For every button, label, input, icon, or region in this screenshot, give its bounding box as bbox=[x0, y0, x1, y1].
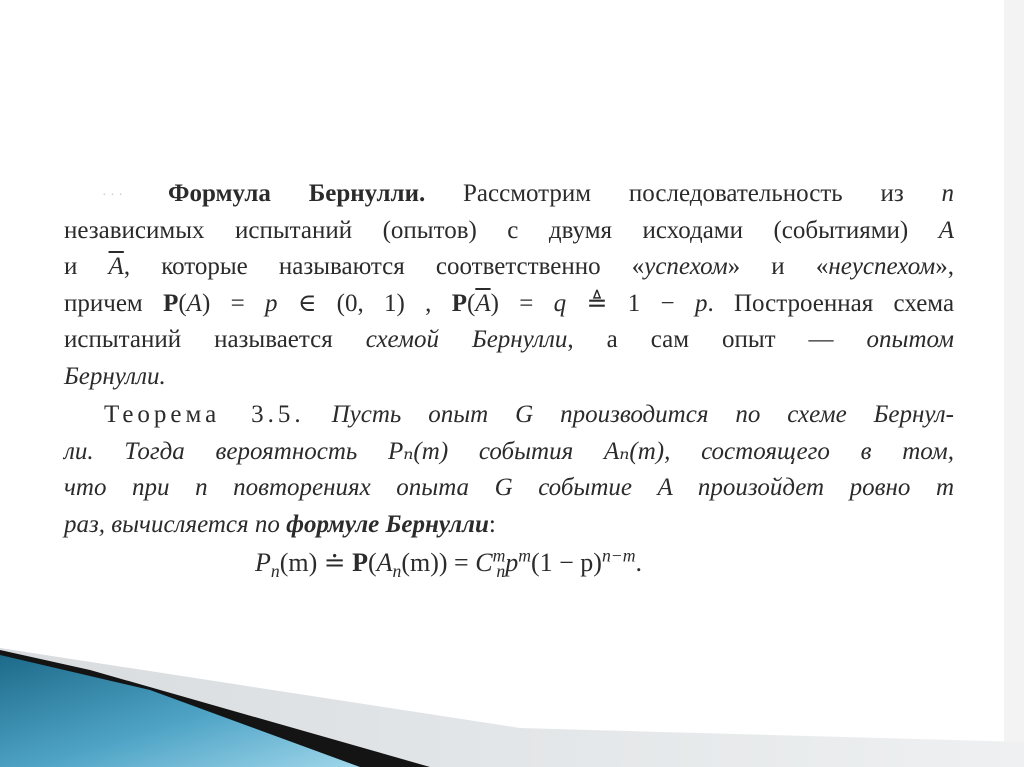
faint-scan-mark: · · · bbox=[102, 188, 123, 203]
section-heading: Формула Бернулли. bbox=[168, 180, 426, 207]
paragraph-2-line-2: ли. Тогда вероятность Pₙ(m) события Aₙ(m), состоящего в том, bbox=[64, 437, 954, 465]
paragraph-1-line-3: и $\overline{A}$, которые называются соответственно «успехом» и «неуспехом», bbox=[64, 253, 955, 280]
document-text bbox=[64, 176, 954, 543]
paragraph-1-line-5: испытаний называется схемой Бернулли, а сам опыт — опытом bbox=[64, 326, 955, 353]
paragraph-2-line-4: раз, вычисляется по формуле Бернулли: bbox=[64, 510, 496, 538]
bernoulli-formula: $P_n(m)$ ≐ $P(A_n(m)) = C^m_np^m(1 - p)^{n-m}$. bbox=[255, 545, 642, 582]
paragraph-1-line-2: независимых испытаний (опытов) с двумя исходами (событиями) A bbox=[64, 216, 954, 244]
paragraph-1-line-1: Формула Бернулли. Рассмотрим последовательность из n bbox=[168, 180, 954, 207]
formula-name: формуле Бернулли bbox=[286, 510, 489, 538]
paragraph-1-line-4: причем P(A) = p ∈ (0, 1) , $P(\overline{A}) = q$ ≜ 1 − p. Построенная схема bbox=[64, 289, 955, 317]
complement-event: $\overline{A}$ bbox=[108, 253, 124, 280]
paragraph-1-line-6: Бернулли. bbox=[64, 362, 166, 390]
theorem-label: Теорема 3.5. bbox=[104, 401, 305, 428]
paragraph-2-line-1: Теорема 3.5. Пусть опыт G производится по схеме Бернул- bbox=[104, 401, 954, 428]
right-edge-shadow bbox=[1004, 0, 1024, 767]
paragraph-2-line-3: что при n повторениях опыта G событие A произойдет ровно m bbox=[64, 474, 954, 501]
